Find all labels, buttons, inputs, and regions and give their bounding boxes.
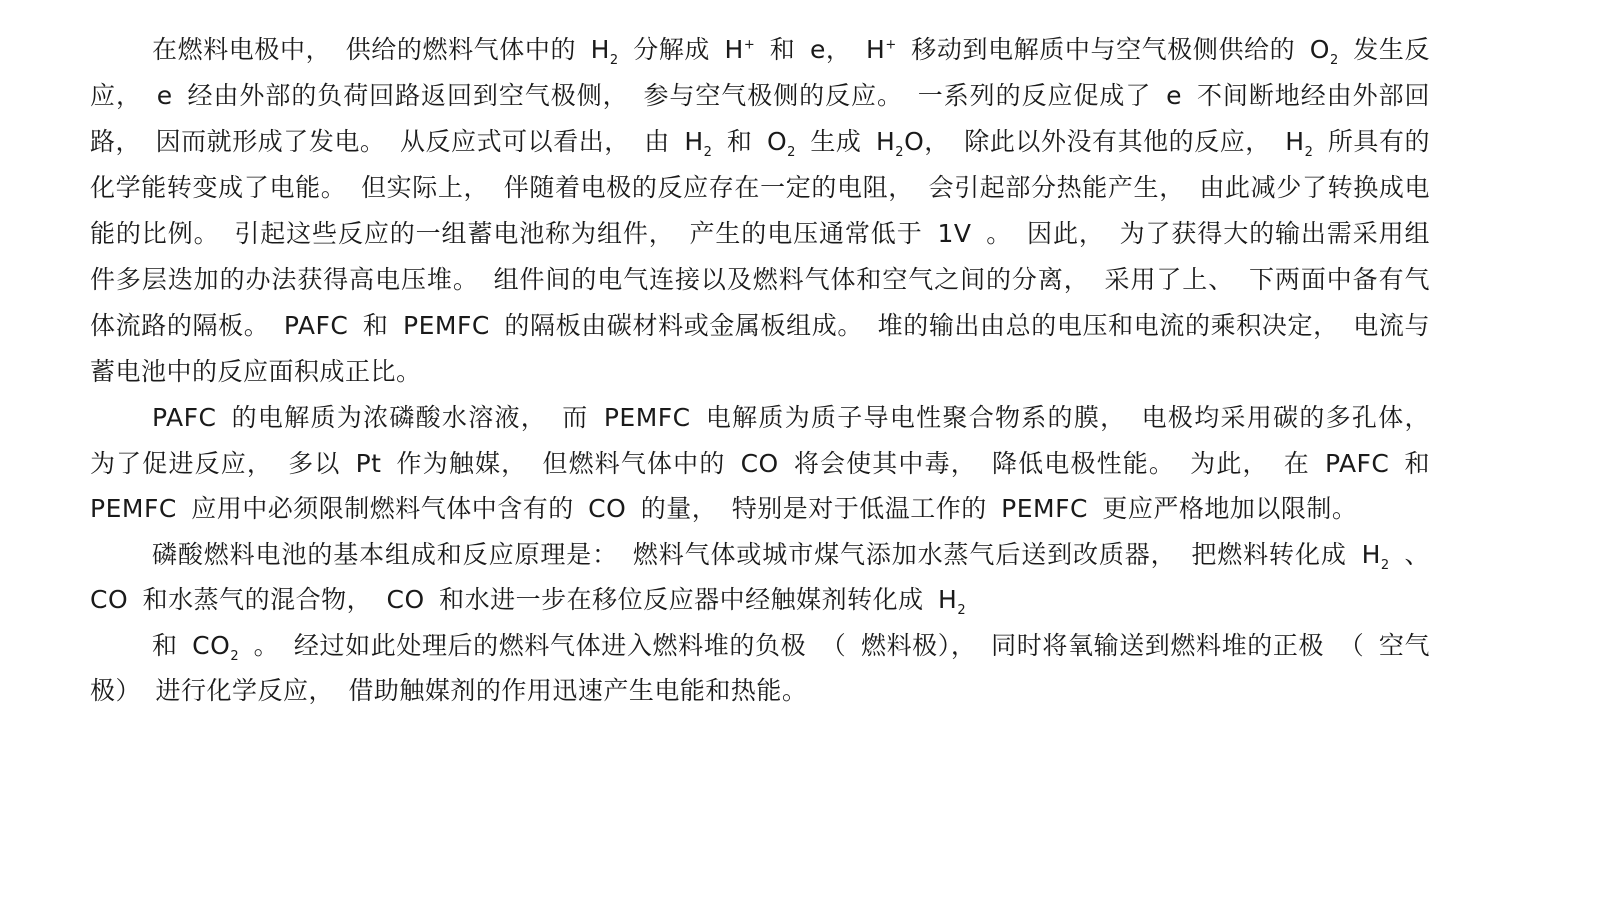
text-run: 和 e， H: [755, 35, 886, 64]
text-run: 在燃料电极中， 供给的燃料气体中的 H: [152, 35, 610, 64]
subscript: 2: [957, 603, 967, 618]
text-run: 所具有的化学能转变成了电能。 但实际上， 伴随着电极的反应存在一定的电阻， 会引起部分热能产生， 由此减少了转换成电能的比例。 引起这些反应的一组蓄电池称为组件， 产生的电压通常低于 1V 。 因此， 为了获得大的输出需采用组件多层迭加的办法获得高电压堆。 组件间的电气连接以及燃料气体和空气之间的分离， 采用了上、 下两面中备有气体流路的隔板。 PAFC 和 PEMFC 的隔板由碳材料或金属板组成。 堆的输出由总的电压和电流的乘积决定， 电流与蓄电池中的反应面积成正比。: [90, 127, 1431, 386]
text-run: 分解成 H: [618, 35, 744, 64]
paragraph-reaction-continuation: [90, 623, 1430, 714]
paragraph-phosphoric-acid-principle: [90, 532, 1430, 623]
document-body: [90, 27, 1430, 714]
subscript: 2: [703, 145, 713, 160]
subscript: 2: [1329, 53, 1339, 68]
paragraph-fuel-electrode-reaction: [90, 27, 1430, 395]
subscript: 2: [1304, 145, 1314, 160]
subscript: 2: [609, 53, 619, 68]
text-run: 发生反应， e 经由外部的负荷回路返回到空气极侧， 参与空气极侧的反应。 一系列的反应促成了 e 不间断地经由外部回路， 因而就形成了发电。 从反应式可以看出， 由 H: [90, 35, 1430, 156]
text-run: 和 O: [712, 127, 788, 156]
text-run: 、 CO 和水蒸气的混合物， CO 和水进一步在移位反应器中经触媒剂转化成 H: [90, 539, 1430, 614]
superscript: +: [743, 37, 756, 53]
subscript: 2: [787, 145, 796, 160]
paragraph-pafc-pemfc-electrolyte: [90, 395, 1430, 532]
text-run: 移动到电解质中与空气极侧供给的 O: [896, 35, 1330, 64]
text-run: 。 经过如此处理后的燃料气体进入燃料堆的负极 （ 燃料极）， 同时将氧输送到燃料堆的正极 （ 空气极） 进行化学反应， 借助触媒剂的作用迅速产生电能和热能。: [90, 630, 1430, 705]
text-run: PAFC 的电解质为浓磷酸水溶液， 而 PEMFC 电解质为质子导电性聚合物系的膜， 电极均采用碳的多孔体， 为了促进反应， 多以 Pt 作为触媒， 但燃料气体中的 CO 将会使其中毒， 降低电极性能。 为此， 在 PAFC 和 PEMFC 应用中必须限制燃料气体中含有的 CO 的量， 特别是对于低温工作的 PEMFC 更应严格地加以限制。: [90, 403, 1430, 523]
subscript: 2: [1380, 557, 1390, 573]
subscript: 2: [895, 145, 905, 160]
subscript: 2: [230, 648, 240, 664]
superscript: +: [885, 37, 897, 53]
text-run: 生成 H: [795, 127, 896, 156]
text-run: 磷酸燃料电池的基本组成和反应原理是： 燃料气体或城市煤气添加水蒸气后送到改质器， 把燃料转化成 H: [152, 539, 1381, 569]
text-run: O， 除此以外没有其他的反应， H: [904, 127, 1305, 156]
text-run: 和 CO: [152, 630, 231, 660]
